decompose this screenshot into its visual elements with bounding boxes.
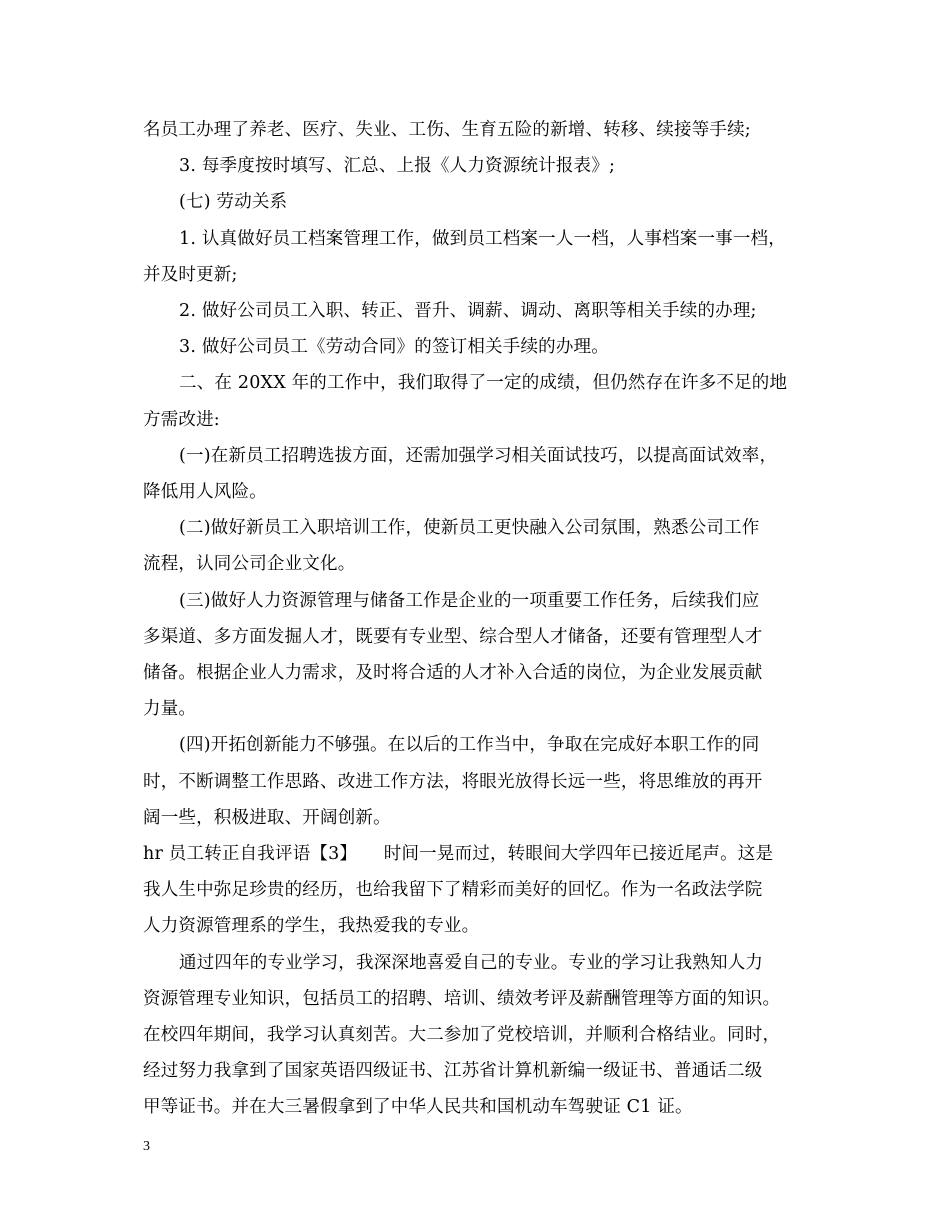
text-line: 人力资源管理系的学生，我热爱我的专业。 — [143, 916, 480, 937]
text-line: 1. 认真做好员工档案管理工作，做到员工档案一人一档，人事档案一事一档， — [179, 228, 786, 249]
text-line: 时，不断调整工作思路、改进工作方法，将眼光放得长远一些，将思维放的再开 — [143, 771, 763, 792]
text-line: 3. 做好公司员工《劳动合同》的签订相关手续的办理。 — [179, 337, 609, 358]
text-line: (二)做好新员工入职培训工作，使新员工更快融入公司氛围，熟悉公司工作 — [179, 518, 760, 539]
text-line: (四)开拓创新能力不够强。在以后的工作当中，争取在完成好本职工作的同 — [179, 735, 760, 756]
text-line: (七) 劳动关系 — [179, 192, 288, 213]
text-line: hr 员工转正自我评语【3】 时间一晃而过，转眼间大学四年已接近尾声。这是 — [143, 844, 774, 865]
text-line: 阔一些，积极进取、开阔创新。 — [143, 807, 391, 828]
text-line: 储备。根据企业人力需求，及时将合适的人才补入合适的岗位，为企业发展贡献 — [143, 663, 763, 684]
text-line: 甲等证书。并在大三暑假拿到了中华人民共和国机动车驾驶证 C1 证。 — [143, 1097, 693, 1118]
text-line: 通过四年的专业学习，我深深地喜爱自己的专业。专业的学习让我熟知人力 — [179, 952, 764, 973]
page-number: 3 — [143, 1139, 150, 1154]
text-line: 并及时更新; — [143, 264, 238, 285]
text-line: 3. 每季度按时填写、汇总、上报《人力资源统计报表》; — [179, 156, 616, 177]
text-line: 2. 做好公司员工入职、转正、晋升、调薪、调动、离职等相关手续的办理; — [179, 301, 757, 322]
text-line: 在校四年期间，我学习认真刻苦。大二参加了党校培训，并顺利合格结业。同时， — [143, 1025, 781, 1046]
text-line: 二、在 20XX 年的工作中，我们取得了一定的成绩，但仍然存在许多不足的地 — [179, 373, 788, 394]
text-line: 我人生中弥足珍贵的经历，也给我留下了精彩而美好的回忆。作为一名政法学院 — [143, 880, 763, 901]
text-line: 经过努力我拿到了国家英语四级证书、江苏省计算机新编一级证书、普通话二级 — [143, 1061, 763, 1082]
document-body — [143, 112, 815, 1126]
text-line: 方需改进: — [143, 409, 220, 430]
text-line: 降低用人风险。 — [143, 482, 267, 503]
text-line: (一)在新员工招聘选拔方面，还需加强学习相关面试技巧，以提高面试效率， — [179, 445, 778, 466]
text-line: 力量。 — [143, 699, 197, 720]
text-line: (三)做好人力资源管理与储备工作是企业的一项重要工作任务，后续我们应 — [179, 590, 760, 611]
text-line: 多渠道、多方面发掘人才，既要有专业型、综合型人才储备，还要有管理型人才 — [143, 626, 763, 647]
text-line: 名员工办理了养老、医疗、失业、工伤、生育五险的新增、转移、续接等手续; — [143, 120, 751, 140]
text-line: 流程，认同公司企业文化。 — [143, 554, 356, 575]
text-line: 资源管理专业知识，包括员工的招聘、培训、绩效考评及薪酬管理等方面的知识。 — [143, 988, 781, 1009]
